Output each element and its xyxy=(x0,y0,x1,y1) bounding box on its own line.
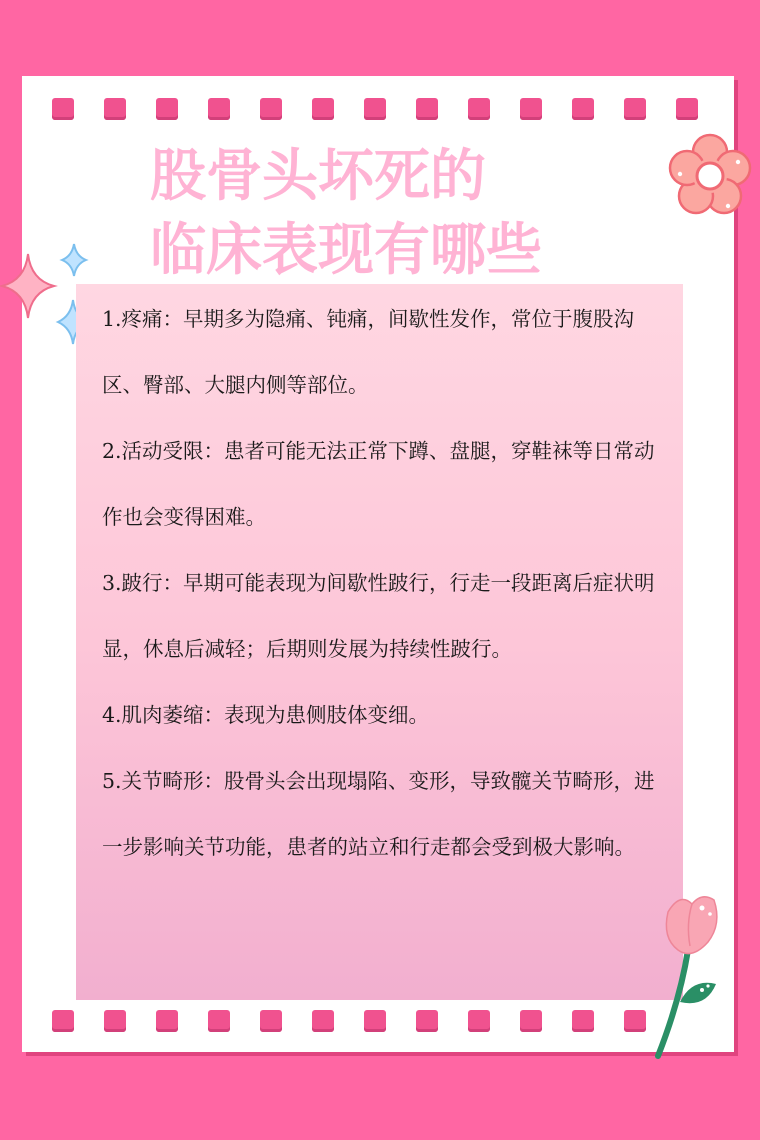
film-holes-top xyxy=(52,98,712,120)
punch-hole xyxy=(208,1010,230,1032)
punch-hole xyxy=(260,1010,282,1032)
list-item: 3.跛行：早期可能表现为间歇性跛行，行走一段距离后症状明显，休息后减轻；后期则发展为持续性跛行。 xyxy=(102,571,655,661)
punch-hole xyxy=(624,98,646,120)
punch-hole xyxy=(52,98,74,120)
punch-hole xyxy=(416,98,438,120)
tulip-icon xyxy=(640,890,740,1066)
symptom-list xyxy=(102,286,662,880)
title-line-1: 股骨头坏死的 xyxy=(150,144,486,209)
list-item: 1.疼痛：早期多为隐痛、钝痛，间歇性发作，常位于腹股沟区、臀部、大腿内侧等部位。 xyxy=(102,307,635,397)
punch-hole xyxy=(572,1010,594,1032)
punch-hole xyxy=(208,98,230,120)
punch-hole xyxy=(676,98,698,120)
punch-hole xyxy=(416,1010,438,1032)
punch-hole xyxy=(156,1010,178,1032)
punch-hole xyxy=(104,1010,126,1032)
punch-hole xyxy=(312,98,334,120)
film-holes-bottom xyxy=(52,1010,712,1032)
punch-hole xyxy=(156,98,178,120)
punch-hole xyxy=(312,1010,334,1032)
punch-hole xyxy=(52,1010,74,1032)
flower-icon xyxy=(662,128,758,224)
punch-hole xyxy=(572,98,594,120)
list-item: 5.关节畸形：股骨头会出现塌陷、变形，导致髋关节畸形，进一步影响关节功能，患者的站立和行走都会受到极大影响。 xyxy=(102,769,655,859)
punch-hole xyxy=(104,98,126,120)
punch-hole xyxy=(364,98,386,120)
list-item: 4.肌肉萎缩：表现为患侧肢体变细。 xyxy=(102,703,430,727)
punch-hole xyxy=(364,1010,386,1032)
punch-hole xyxy=(520,1010,542,1032)
page-title xyxy=(150,140,542,288)
punch-hole xyxy=(520,98,542,120)
punch-hole xyxy=(468,1010,490,1032)
title-line-2: 临床表现有哪些 xyxy=(150,218,542,283)
list-item: 2.活动受限：患者可能无法正常下蹲、盘腿，穿鞋袜等日常动作也会变得困难。 xyxy=(102,439,655,529)
punch-hole xyxy=(468,98,490,120)
punch-hole xyxy=(260,98,282,120)
